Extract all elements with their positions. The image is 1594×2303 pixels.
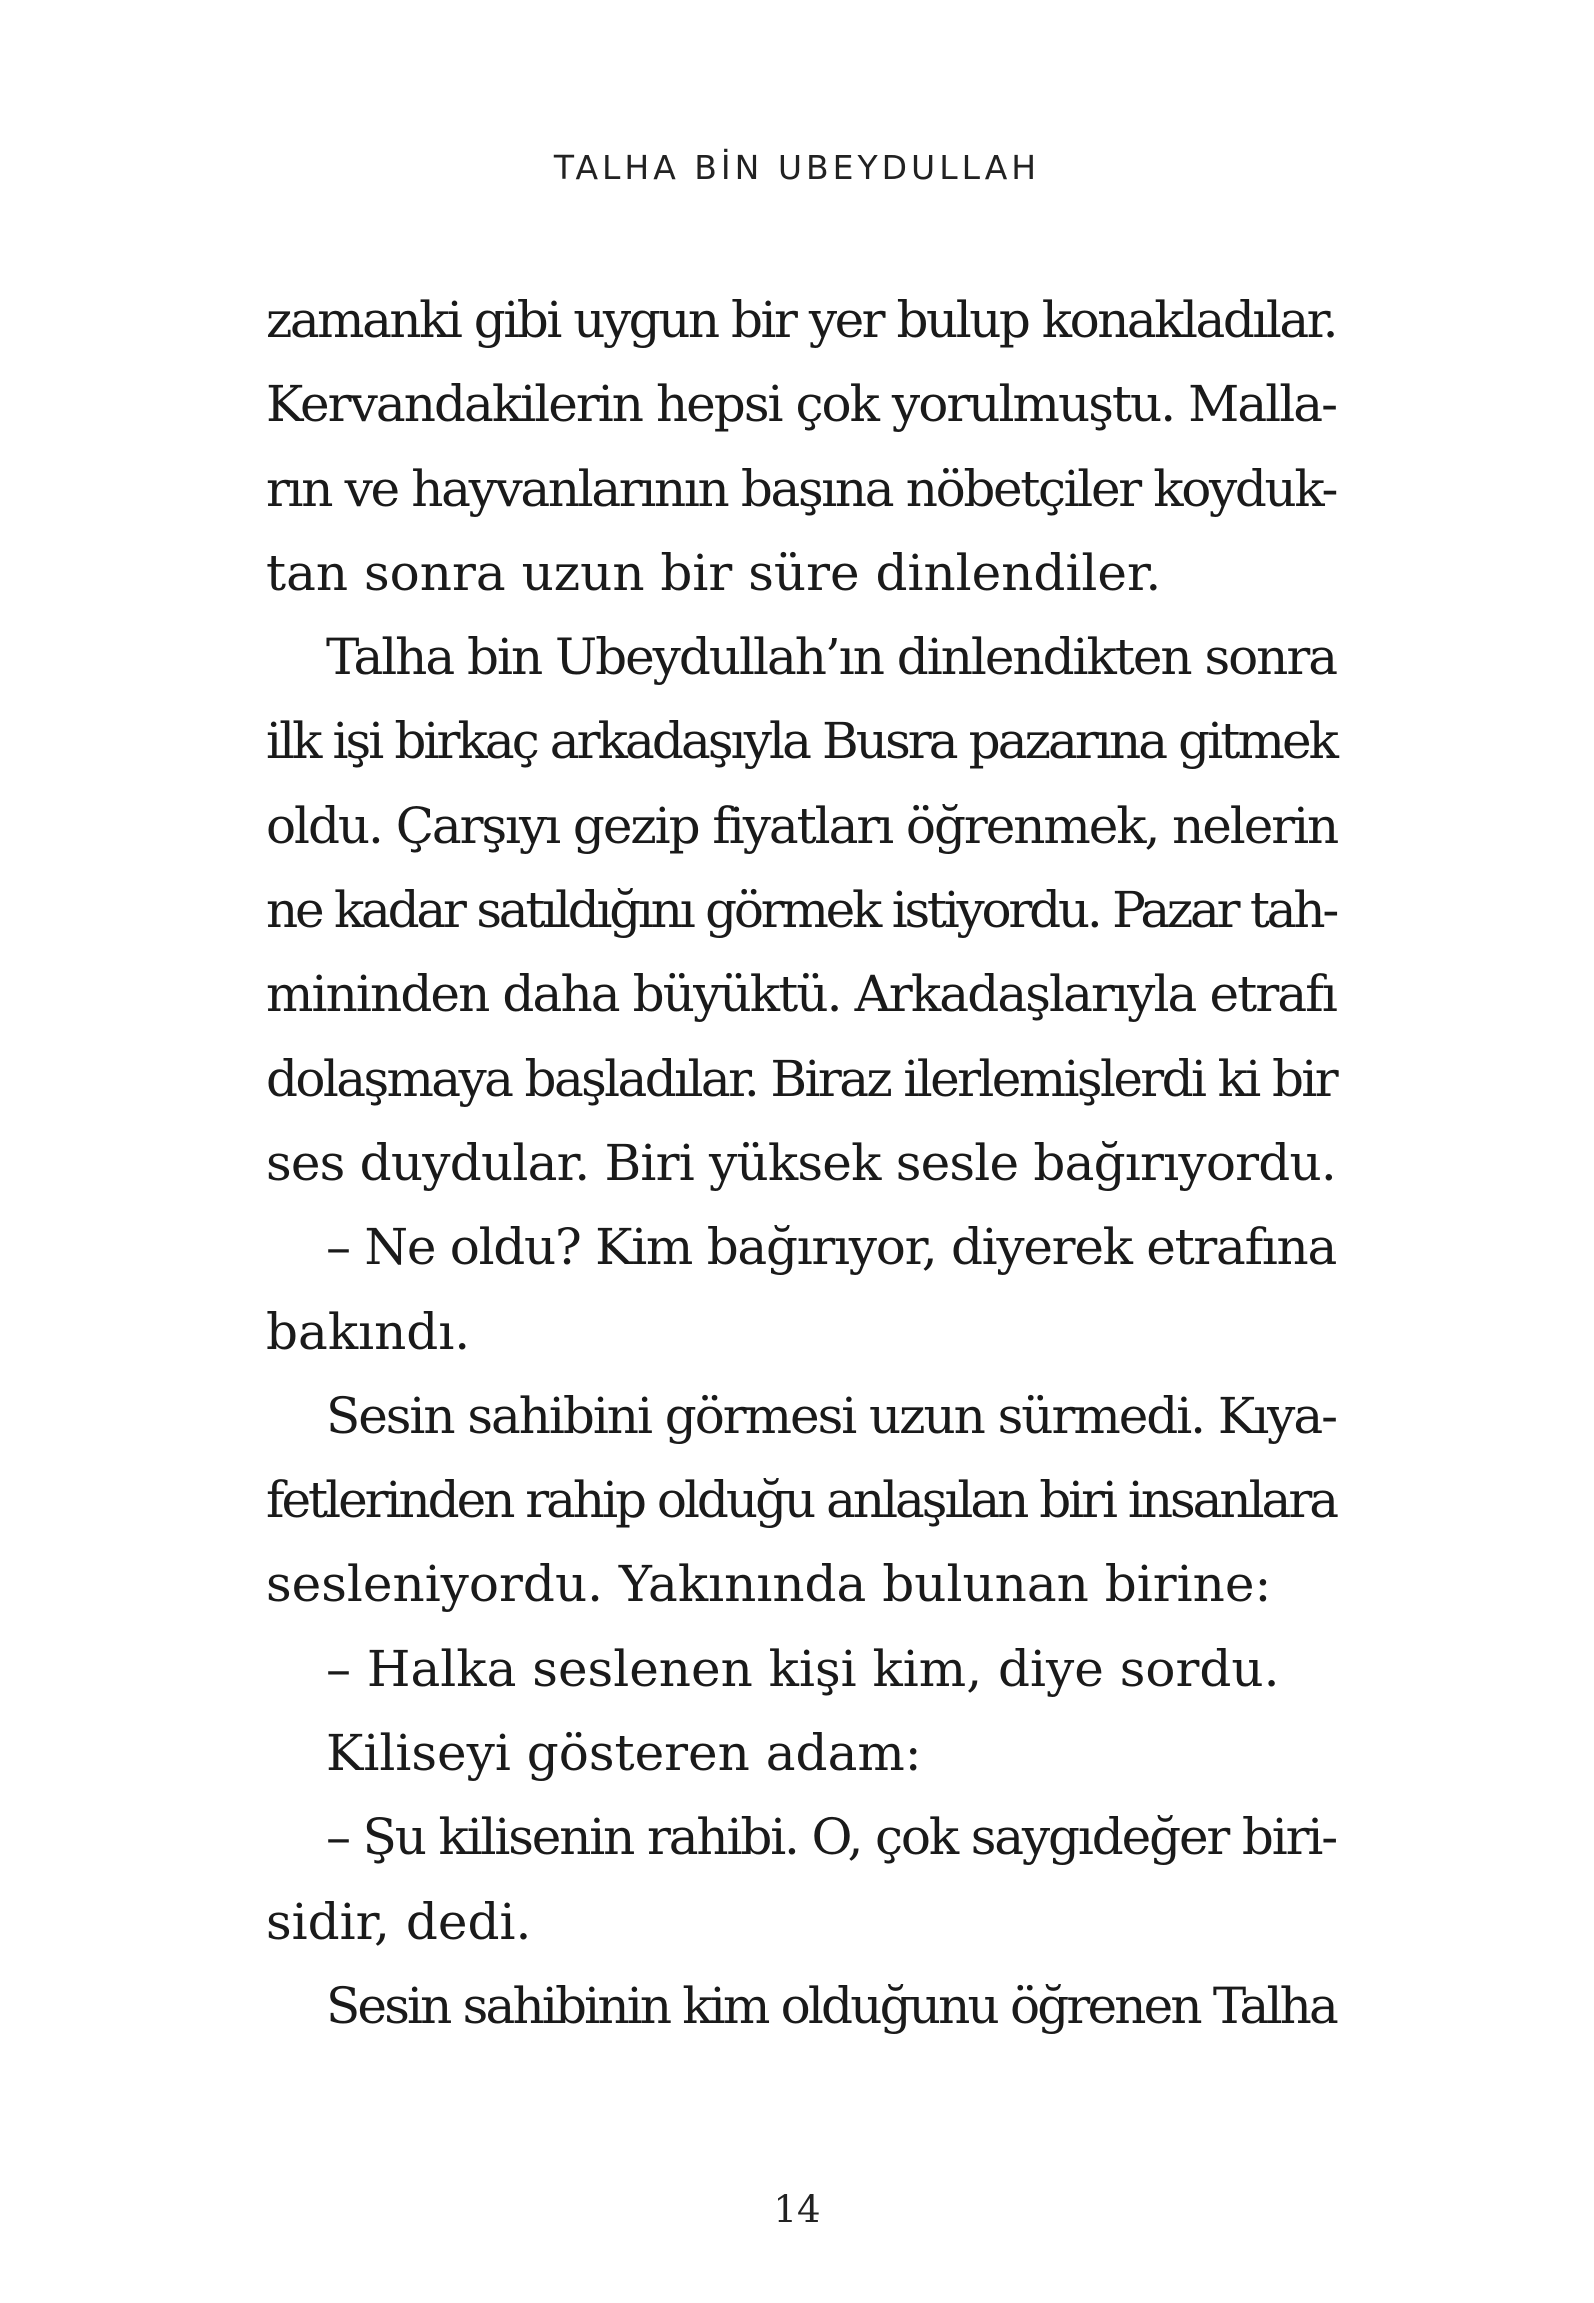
- text-line: sesleniyordu. Yakınında bulunan birine:: [266, 1555, 1272, 1614]
- text-line: Kervandakilerin hepsi çok yorulmuştu. Malla-: [266, 375, 1336, 434]
- text-line: Talha bin Ubeydullah’ın dinlendikten sonra: [326, 628, 1336, 687]
- text-line: rın ve hayvanlarının başına nöbetçiler koyduk-: [266, 459, 1337, 518]
- text-line: Kiliseyi gösteren adam:: [326, 1724, 922, 1783]
- text-line: zamanki gibi uygun bir yer bulup konakladılar.: [266, 291, 1336, 349]
- text-line: sidir, dedi.: [266, 1892, 532, 1951]
- text-line: – Ne oldu? Kim bağırıyor, diyerek etrafına: [326, 1218, 1336, 1277]
- text-line: ilk işi birkaç arkadaşıyla Busra pazarına gitmek: [266, 712, 1336, 771]
- text-line: ses duydular. Biri yüksek sesle bağırıyordu.: [266, 1133, 1336, 1192]
- body-text: [266, 278, 1336, 2048]
- text-line: fetlerinden rahip olduğu anlaşılan biri insanlara: [266, 1471, 1336, 1530]
- page-number: 14: [773, 2188, 821, 2231]
- text-line: oldu. Çarşıyı gezip fiyatları öğrenmek, nelerin: [266, 796, 1338, 855]
- text-line: mininden daha büyüktü. Arkadaşlarıyla etrafı: [266, 965, 1336, 1024]
- text-line: ne kadar satıldığını görmek istiyordu. Pazar tah-: [266, 881, 1336, 940]
- text-line: bakındı.: [266, 1302, 471, 1361]
- text-line: – Şu kilisenin rahibi. O, çok saygıdeğer biri-: [326, 1808, 1336, 1867]
- text-line: tan sonra uzun bir süre dinlendiler.: [266, 543, 1162, 602]
- text-line: – Halka seslenen kişi kim, diye sordu.: [326, 1639, 1280, 1698]
- text-line: Sesin sahibini görmesi uzun sürmedi. Kıya-: [326, 1386, 1336, 1445]
- text-line: dolaşmaya başladılar. Biraz ilerlemişlerdi ki bir: [266, 1049, 1336, 1108]
- running-head: TALHA BİN UBEYDULLAH: [553, 148, 1041, 187]
- text-line: Sesin sahibinin kim olduğunu öğrenen Talha: [326, 1976, 1336, 2035]
